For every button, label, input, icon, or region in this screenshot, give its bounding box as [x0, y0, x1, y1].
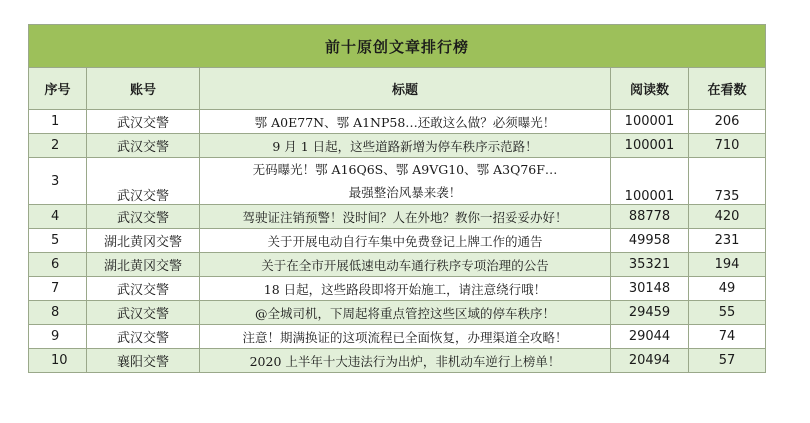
row-watching: 55 — [689, 301, 766, 325]
row-title: 关于在全市开展低速电动车通行秩序专项治理的公告 — [200, 253, 611, 277]
table-row — [29, 110, 766, 134]
row-rank: 1 — [29, 110, 87, 134]
row-rank: 8 — [29, 301, 87, 325]
row-title — [200, 158, 611, 205]
row-reads: 88778 — [611, 205, 689, 229]
row-reads: 100001 — [611, 110, 689, 134]
table-row — [29, 158, 766, 205]
table-row — [29, 253, 766, 277]
table-row — [29, 325, 766, 349]
table-row — [29, 277, 766, 301]
header-watching: 在看数 — [689, 68, 766, 110]
row-watching: 710 — [689, 134, 766, 158]
row-reads: 29459 — [611, 301, 689, 325]
row-rank: 5 — [29, 229, 87, 253]
ranking-table — [28, 24, 766, 373]
header-title: 标题 — [200, 68, 611, 110]
row-account: 武汉交警 — [87, 158, 200, 205]
table-title: 前十原创文章排行榜 — [29, 25, 766, 68]
header-reads: 阅读数 — [611, 68, 689, 110]
row-watching: 194 — [689, 253, 766, 277]
row-title: 18 日起，这些路段即将开始施工，请注意绕行哦！ — [200, 277, 611, 301]
row-account: 武汉交警 — [87, 134, 200, 158]
row-title: 驾驶证注销预警！没时间？人在外地？教你一招妥妥办好！ — [200, 205, 611, 229]
row-account: 武汉交警 — [87, 110, 200, 134]
header-account: 账号 — [87, 68, 200, 110]
row-reads: 49958 — [611, 229, 689, 253]
row-title: 注意！期满换证的这项流程已全面恢复，办理渠道全攻略！ — [200, 325, 611, 349]
table-row — [29, 229, 766, 253]
row-reads: 29044 — [611, 325, 689, 349]
row-watching: 57 — [689, 349, 766, 373]
row-account: 湖北黄冈交警 — [87, 253, 200, 277]
row-account: 武汉交警 — [87, 301, 200, 325]
row-rank: 6 — [29, 253, 87, 277]
row-watching: 74 — [689, 325, 766, 349]
table-row — [29, 301, 766, 325]
row-watching: 206 — [689, 110, 766, 134]
row-reads: 35321 — [611, 253, 689, 277]
table-row — [29, 205, 766, 229]
row-rank: 4 — [29, 205, 87, 229]
row-account: 武汉交警 — [87, 277, 200, 301]
row-rank: 3 — [29, 158, 87, 205]
row-rank: 2 — [29, 134, 87, 158]
row-watching: 49 — [689, 277, 766, 301]
row-title: 鄂 A0E77N、鄂 A1NP58…还敢这么做？必须曝光！ — [200, 110, 611, 134]
row-title: 2020 上半年十大违法行为出炉，非机动车逆行上榜单！ — [200, 349, 611, 373]
row-account: 武汉交警 — [87, 205, 200, 229]
header-rank: 序号 — [29, 68, 87, 110]
row-title-line1: 无码曝光！鄂 A16Q6S、鄂 A9VG10、鄂 A3Q76F… — [252, 162, 558, 177]
row-reads: 30148 — [611, 277, 689, 301]
row-title: 关于开展电动自行车集中免费登记上牌工作的通告 — [200, 229, 611, 253]
row-rank: 9 — [29, 325, 87, 349]
row-watching: 420 — [689, 205, 766, 229]
row-watching: 231 — [689, 229, 766, 253]
row-rank: 7 — [29, 277, 87, 301]
row-title: 9 月 1 日起，这些道路新增为停车秩序示范路！ — [200, 134, 611, 158]
row-title: @全城司机，下周起将重点管控这些区域的停车秩序！ — [200, 301, 611, 325]
row-watching: 735 — [689, 158, 766, 205]
row-rank: 10 — [29, 349, 87, 373]
row-account: 襄阳交警 — [87, 349, 200, 373]
row-reads: 100001 — [611, 158, 689, 205]
row-reads: 20494 — [611, 349, 689, 373]
row-title-line2: 最强整治风暴来袭！ — [348, 185, 462, 200]
table-row — [29, 349, 766, 373]
row-account: 湖北黄冈交警 — [87, 229, 200, 253]
table-row — [29, 134, 766, 158]
row-account: 武汉交警 — [87, 325, 200, 349]
row-reads: 100001 — [611, 134, 689, 158]
